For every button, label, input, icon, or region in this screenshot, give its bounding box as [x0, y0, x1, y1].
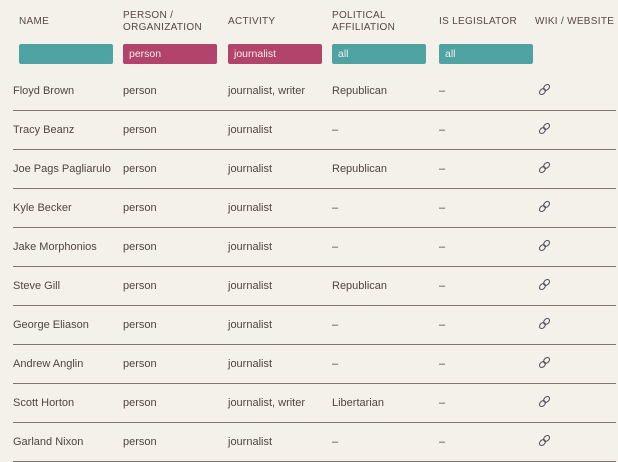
cell-activity: journalist [228, 201, 273, 214]
link-icon [537, 355, 552, 370]
table-row [13, 423, 616, 462]
cell-name: Tracy Beanz [13, 123, 75, 136]
cell-person-organization: person [123, 162, 157, 175]
cell-political-affiliation: – [332, 123, 339, 136]
table-row [13, 384, 616, 423]
cell-political-affiliation: – [332, 201, 339, 214]
cell-activity: journalist [228, 318, 273, 331]
column-header-wiki-website: WIKI / WEBSITE [535, 16, 615, 27]
link-icon [537, 82, 552, 97]
cell-name: Scott Horton [13, 396, 75, 409]
link-icon [537, 238, 552, 253]
cell-is-legislator: – [439, 435, 446, 448]
wiki-link[interactable] [535, 431, 554, 448]
column-header-name: NAME [19, 16, 50, 27]
cell-person-organization: person [123, 357, 157, 370]
cell-is-legislator: – [439, 318, 446, 331]
cell-is-legislator: – [439, 162, 446, 175]
cell-is-legislator: – [439, 201, 446, 214]
cell-person-organization: person [123, 279, 157, 292]
table-row [13, 111, 616, 150]
table-row [13, 345, 616, 384]
wiki-link[interactable] [535, 275, 554, 292]
wiki-link[interactable] [535, 158, 554, 175]
cell-is-legislator: – [439, 84, 446, 97]
column-header-activity: ACTIVITY [228, 16, 276, 27]
cell-activity: journalist [228, 240, 273, 253]
cell-name: Steve Gill [13, 279, 61, 292]
filter-input-name[interactable] [19, 44, 113, 64]
cell-person-organization: person [123, 435, 157, 448]
cell-wiki-website [535, 228, 616, 266]
cell-name: Andrew Anglin [13, 357, 84, 370]
wiki-link[interactable] [535, 197, 554, 214]
wiki-link[interactable] [535, 353, 554, 370]
cell-name: Jake Morphonios [13, 240, 97, 253]
wiki-link[interactable] [535, 236, 554, 253]
cell-wiki-website [535, 306, 616, 344]
cell-person-organization: person [123, 123, 157, 136]
cell-is-legislator: – [439, 357, 446, 370]
link-icon [537, 433, 552, 448]
filter-input-is-legislator[interactable]: all [439, 44, 533, 64]
table-header-row [13, 0, 616, 42]
cell-name: George Eliason [13, 318, 89, 331]
cell-activity: journalist [228, 279, 273, 292]
cell-political-affiliation: Republican [332, 279, 388, 292]
cell-person-organization: person [123, 201, 157, 214]
link-icon [537, 394, 552, 409]
cell-wiki-website [535, 111, 616, 149]
table-row [13, 150, 616, 189]
cell-person-organization: person [123, 240, 157, 253]
table-filter-row [13, 44, 616, 64]
link-icon [537, 277, 552, 292]
cell-is-legislator: – [439, 279, 446, 292]
filter-input-political-affiliation[interactable]: all [332, 44, 426, 64]
link-icon [537, 121, 552, 136]
table-row [13, 189, 616, 228]
cell-activity: journalist, writer [228, 396, 306, 409]
cell-name: Kyle Becker [13, 201, 72, 214]
column-header-political-affiliation: POLITICAL AFFILIATION [332, 10, 396, 33]
table-row [13, 228, 616, 267]
cell-political-affiliation: – [332, 240, 339, 253]
cell-political-affiliation: – [332, 357, 339, 370]
cell-activity: journalist [228, 357, 273, 370]
cell-name: Garland Nixon [13, 435, 84, 448]
cell-activity: journalist [228, 123, 273, 136]
cell-person-organization: person [123, 84, 157, 97]
cell-political-affiliation: – [332, 435, 339, 448]
cell-name: Floyd Brown [13, 84, 75, 97]
cell-name: Joe Pags Pagliarulo [13, 162, 111, 175]
cell-person-organization: person [123, 318, 157, 331]
table-row [13, 306, 616, 345]
cell-political-affiliation: Republican [332, 162, 388, 175]
column-header-is-legislator: IS LEGISLATOR [439, 16, 518, 27]
cell-is-legislator: – [439, 240, 446, 253]
cell-wiki-website [535, 267, 616, 305]
cell-political-affiliation: – [332, 318, 339, 331]
filterable-table [13, 0, 616, 462]
cell-political-affiliation: Libertarian [332, 396, 384, 409]
cell-wiki-website [535, 72, 616, 110]
link-icon [537, 199, 552, 214]
cell-is-legislator: – [439, 123, 446, 136]
wiki-link[interactable] [535, 80, 554, 97]
cell-wiki-website [535, 189, 616, 227]
cell-is-legislator: – [439, 396, 446, 409]
filter-input-activity[interactable]: journalist [228, 44, 322, 64]
cell-wiki-website [535, 150, 616, 188]
cell-political-affiliation: Republican [332, 84, 388, 97]
table-body [13, 72, 616, 462]
column-header-person-organization: PERSON / ORGANIZATION [123, 10, 202, 33]
link-icon [537, 160, 552, 175]
link-icon [537, 316, 552, 331]
cell-activity: journalist [228, 435, 273, 448]
cell-activity: journalist, writer [228, 84, 306, 97]
table-row [13, 72, 616, 111]
wiki-link[interactable] [535, 119, 554, 136]
cell-person-organization: person [123, 396, 157, 409]
wiki-link[interactable] [535, 314, 554, 331]
wiki-link[interactable] [535, 392, 554, 409]
cell-activity: journalist [228, 162, 273, 175]
filter-input-person-organization[interactable]: person [123, 44, 217, 64]
table-row [13, 267, 616, 306]
cell-wiki-website [535, 345, 616, 383]
cell-wiki-website [535, 384, 616, 422]
cell-wiki-website [535, 423, 616, 461]
